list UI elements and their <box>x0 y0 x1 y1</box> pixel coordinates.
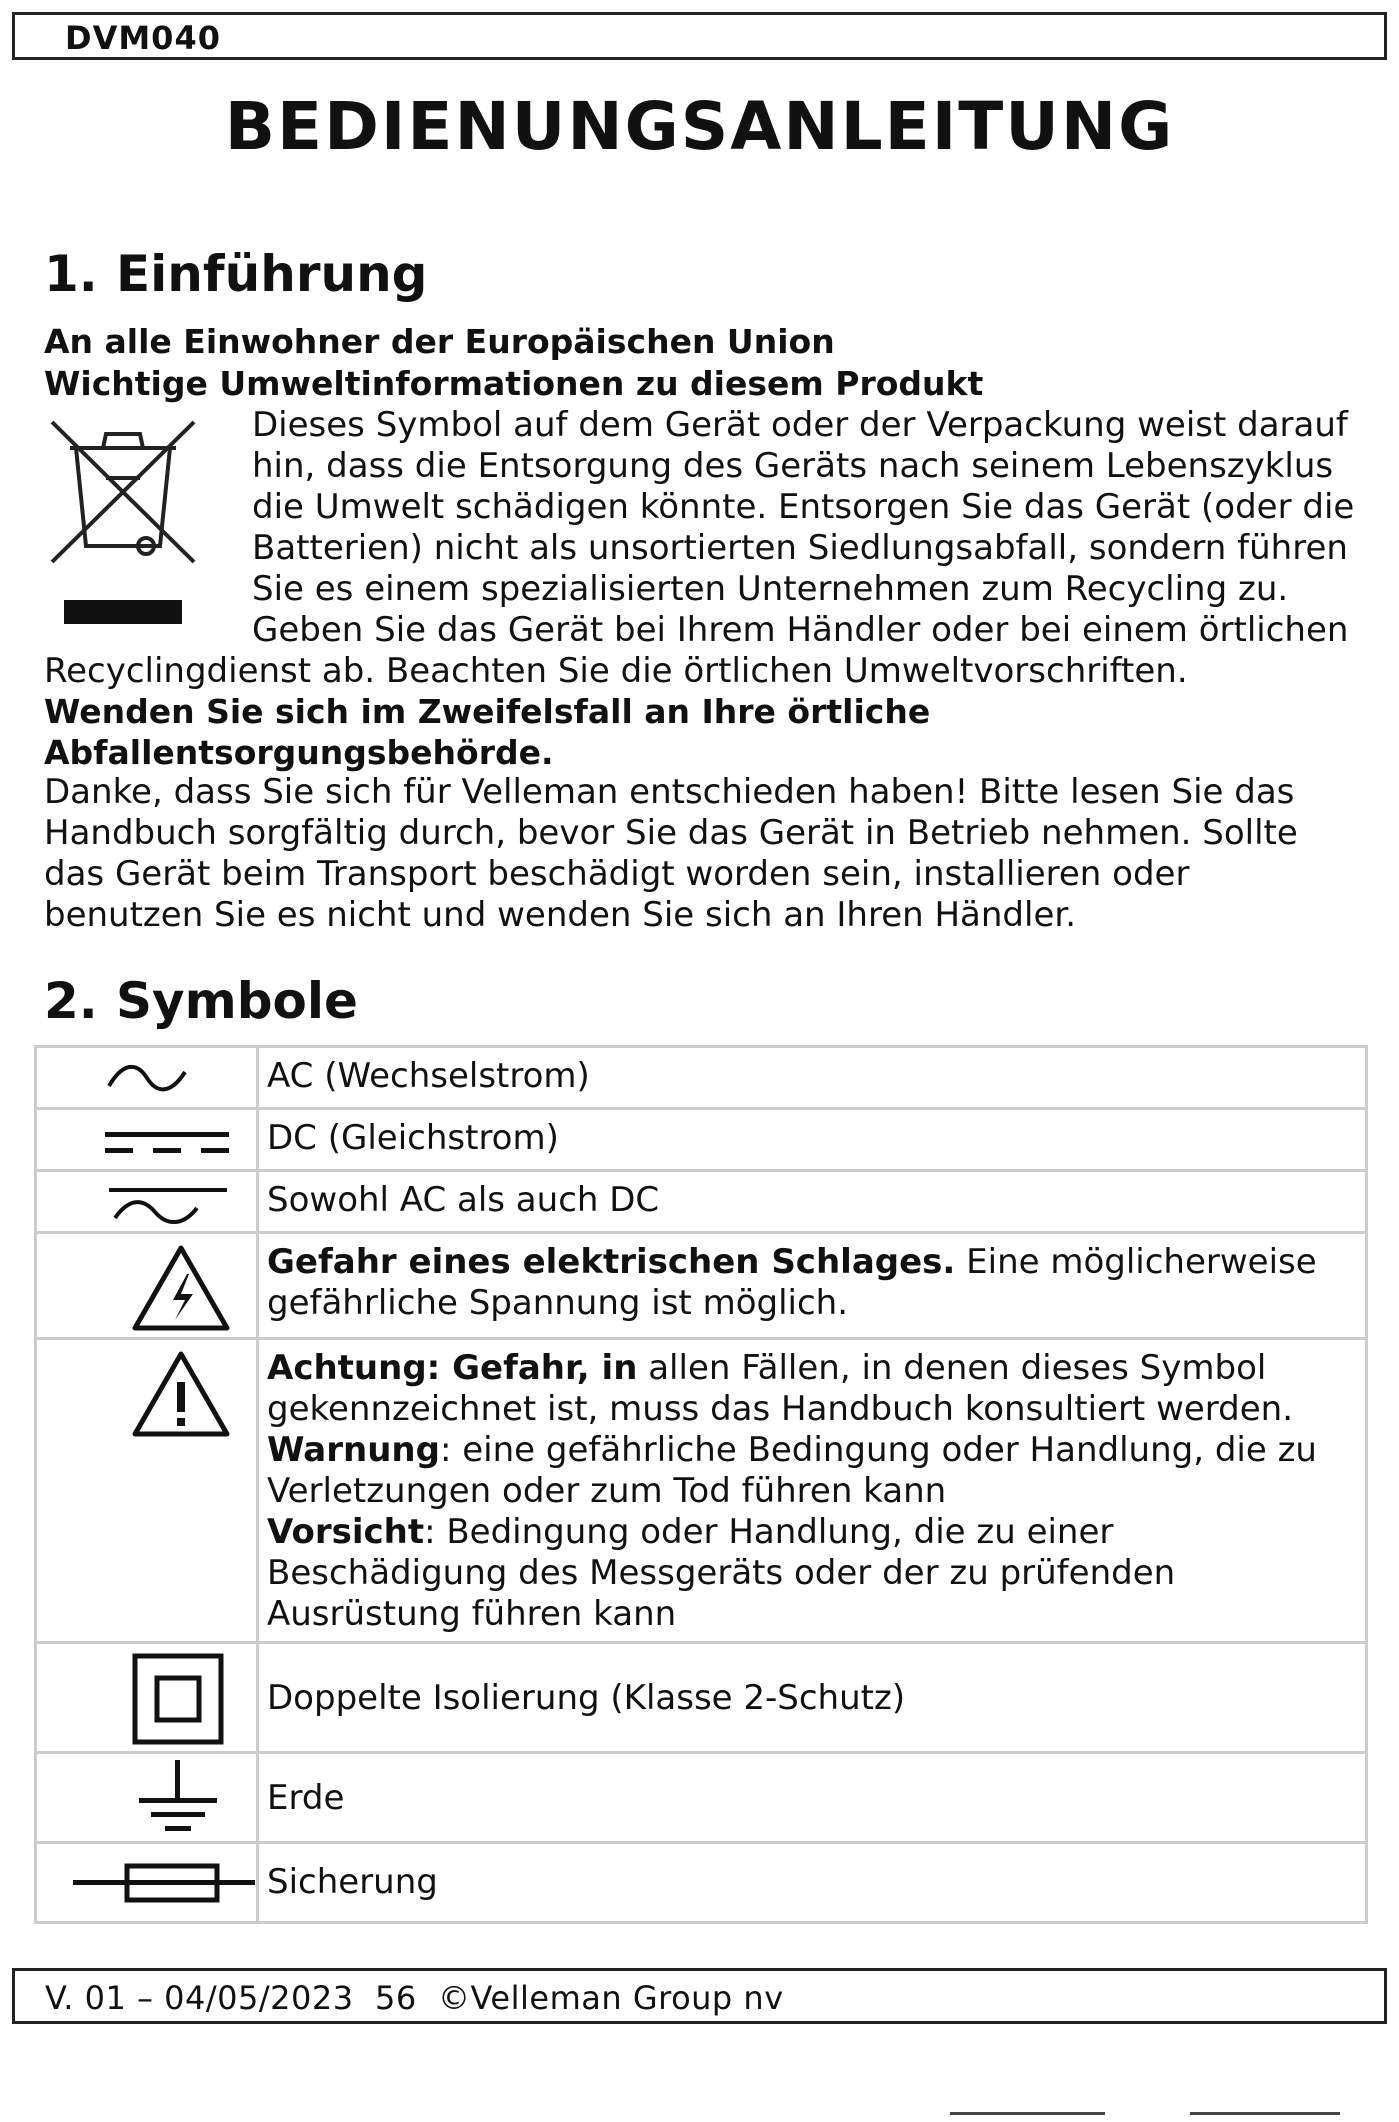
symbols-table <box>34 1045 1368 1924</box>
document-title: BEDIENUNGSANLEITUNG <box>224 88 1175 165</box>
para2-line-4: benutzen Sie es nicht und wenden Sie sich an Ihren Händler. <box>44 895 1077 935</box>
vorsicht-text: Beschädigung des Messgeräts oder der zu prüfenden <box>267 1553 1176 1593</box>
symbol-row-shock <box>36 1233 1367 1339</box>
para2-line-2: Handbuch sorgfältig durch, bevor Sie das Gerät in Betrieb nehmen. Sollte <box>44 813 1298 853</box>
symbol-cell <box>36 1843 258 1923</box>
warning-bold-text: Warnung <box>267 1430 440 1470</box>
symbol-description <box>258 1643 1367 1753</box>
symbol-cell <box>36 1233 258 1339</box>
symbol-description <box>258 1233 1367 1339</box>
para1-line-2: hin, dass die Entsorgung des Geräts nach seinem Lebenszyklus <box>252 446 1334 486</box>
warning-text: : eine gefährliche Bedingung oder Handlung, die zu <box>439 1430 1317 1470</box>
bold-note-line-2: Abfallentsorgungsbehörde. <box>44 733 554 772</box>
earth-icon <box>37 1754 256 1844</box>
weee-bin-icon <box>48 418 198 628</box>
caution-icon <box>37 1340 256 1460</box>
shock-warning-icon <box>37 1234 256 1340</box>
symbol-text: Doppelte Isolierung (Klasse 2-Schutz) <box>267 1678 906 1718</box>
para1-line-1: Dieses Symbol auf dem Gerät oder der Verpackung weist darauf <box>252 405 1348 445</box>
symbol-row-double-insulation <box>36 1643 1367 1753</box>
ac-icon <box>37 1048 256 1110</box>
para1-line-6: Geben Sie das Gerät bei Ihrem Händler oder bei einem örtlichen <box>252 610 1349 650</box>
vorsicht-text: : Bedingung oder Handlung, die zu einer <box>424 1512 1114 1552</box>
bold-note-line-1: Wenden Sie sich im Zweifelsfall an Ihre örtliche <box>44 692 931 731</box>
symbol-row-caution <box>36 1339 1367 1643</box>
shock-text-line-2: gefährliche Spannung ist möglich. <box>267 1283 849 1323</box>
header-box <box>12 12 1387 60</box>
caution-text: allen Fällen, in denen dieses Symbol <box>637 1348 1267 1388</box>
vorsicht-text: Ausrüstung führen kann <box>267 1594 677 1634</box>
para1-line-7: Recyclingdienst ab. Beachten Sie die örtlichen Umweltvorschriften. <box>44 651 1188 691</box>
symbol-description <box>258 1339 1367 1643</box>
symbol-row-dc <box>36 1109 1367 1171</box>
warning-text: Verletzungen oder zum Tod führen kann <box>267 1471 947 1511</box>
ac-dc-icon <box>37 1172 256 1234</box>
bottom-divider-right <box>1190 2112 1340 2115</box>
symbol-row-acdc <box>36 1171 1367 1233</box>
shock-bold-text: Gefahr eines elektrischen Schlages. <box>267 1242 956 1282</box>
section-1-title: Einführung <box>116 245 428 303</box>
symbol-text: AC (Wechselstrom) <box>267 1056 590 1096</box>
caution-text: gekennzeichnet ist, muss das Handbuch konsultiert werden. <box>267 1389 1294 1429</box>
symbol-cell <box>36 1339 258 1643</box>
symbol-text: Erde <box>267 1778 345 1818</box>
symbol-text: Sicherung <box>267 1862 438 1902</box>
dc-icon <box>37 1110 256 1172</box>
section-1-heading <box>44 245 427 303</box>
section-2-heading <box>44 972 358 1030</box>
section-1-number: 1. <box>44 245 98 303</box>
para2-line-1: Danke, dass Sie sich für Velleman entschieden haben! Bitte lesen Sie das <box>44 772 1295 812</box>
section-2-number: 2. <box>44 972 98 1030</box>
para1-line-4: Batterien) nicht als unsortierten Siedlungsabfall, sondern führen <box>252 528 1348 568</box>
symbol-text: Sowohl AC als auch DC <box>267 1180 660 1220</box>
symbol-description <box>258 1753 1367 1843</box>
subheading-eu: An alle Einwohner der Europäischen Union <box>44 322 835 361</box>
symbol-description <box>258 1171 1367 1233</box>
symbol-description <box>258 1843 1367 1923</box>
para2-line-3: das Gerät beim Transport beschädigt worden sein, installieren oder <box>44 854 1190 894</box>
section-2-title: Symbole <box>116 972 358 1030</box>
symbol-cell <box>36 1643 258 1753</box>
double-insulation-icon <box>37 1644 256 1754</box>
shock-text: Eine möglicherweise <box>955 1242 1317 1282</box>
symbol-description <box>258 1047 1367 1109</box>
symbol-row-ac <box>36 1047 1367 1109</box>
symbol-cell <box>36 1047 258 1109</box>
para1-line-3: die Umwelt schädigen könnte. Entsorgen Sie das Gerät (oder die <box>252 487 1355 527</box>
symbol-row-fuse <box>36 1843 1367 1923</box>
symbol-cell <box>36 1171 258 1233</box>
symbol-cell <box>36 1753 258 1843</box>
para1-line-5: Sie es einem spezialisierten Unternehmen zum Recycling zu. <box>252 569 1289 609</box>
symbol-row-earth <box>36 1753 1367 1843</box>
footer-text: V. 01 – 04/05/2023 56 ©Velleman Group nv <box>45 1979 784 2017</box>
footer-box <box>12 1968 1387 2024</box>
vorsicht-bold-text: Vorsicht <box>267 1512 425 1552</box>
bottom-divider-left <box>950 2112 1105 2115</box>
symbol-text: DC (Gleichstrom) <box>267 1118 559 1158</box>
fuse-icon <box>37 1844 256 1924</box>
model-label: DVM040 <box>65 19 221 57</box>
subheading-environment: Wichtige Umweltinformationen zu diesem Produkt <box>44 364 984 403</box>
caution-bold-text: Achtung: Gefahr, in <box>267 1348 638 1388</box>
symbol-description <box>258 1109 1367 1171</box>
symbol-cell <box>36 1109 258 1171</box>
